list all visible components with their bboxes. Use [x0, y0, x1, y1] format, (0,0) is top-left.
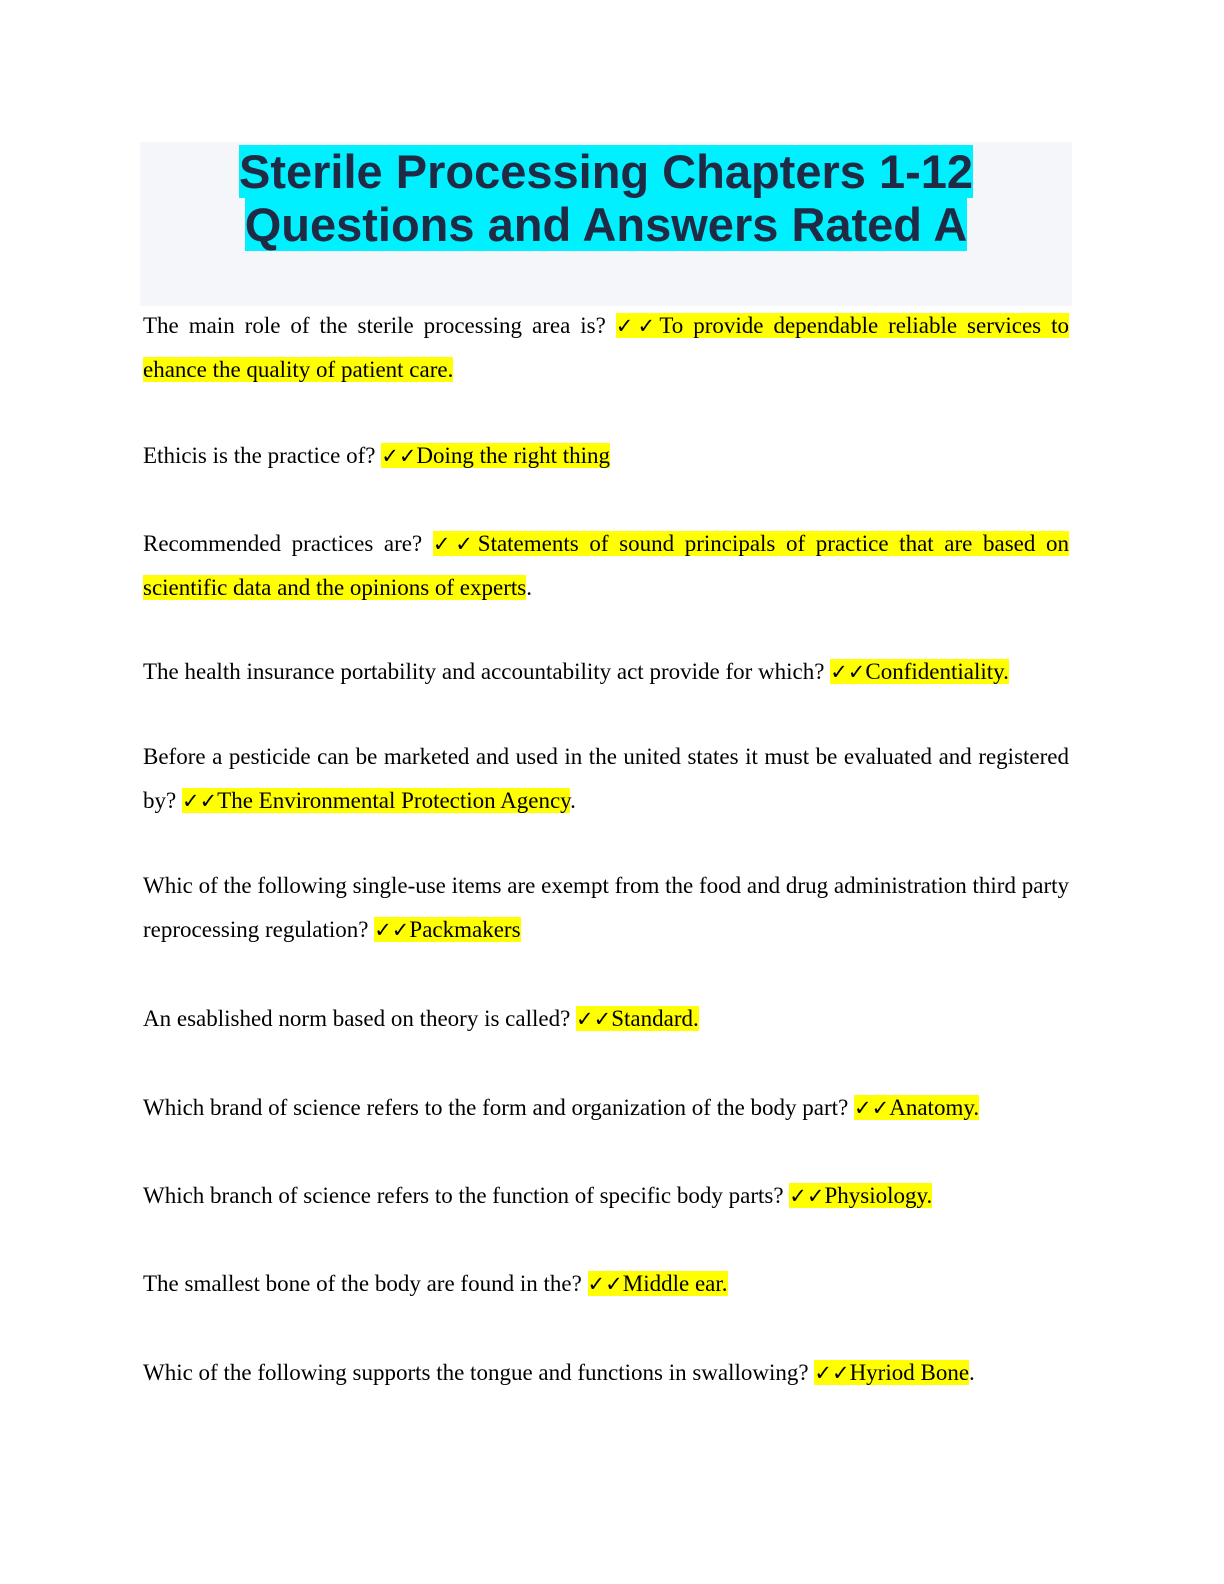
- question-text: Ethicis is the practice of?: [143, 443, 382, 468]
- answer-highlight: [854, 1095, 979, 1120]
- answer-text: Statements of sound principals of practice that are based on scientific data and the opinions of experts: [143, 531, 1069, 600]
- answer-text: Middle ear.: [622, 1271, 728, 1296]
- question-text: Whic of the following single-use items are exempt from the food and drug administration third party reprocessing regulation?: [143, 873, 1069, 942]
- question-text: Recommended practices are?: [143, 531, 433, 556]
- answer-highlight: [814, 1360, 969, 1385]
- question-text: Before a pesticide can be marketed and used in the united states it must be evaluated and registered by?: [143, 744, 1069, 813]
- double-check-icon: ✓✓: [181, 789, 218, 813]
- qa-item: [143, 997, 1069, 1041]
- question-text: Which brand of science refers to the form and organization of the body part?: [143, 1095, 855, 1120]
- qa-item: [143, 650, 1069, 694]
- qa-item: [143, 1086, 1069, 1130]
- double-check-icon: ✓✓: [374, 918, 410, 942]
- double-check-icon: ✓✓: [576, 1007, 612, 1031]
- answer-text: Anatomy.: [889, 1095, 980, 1120]
- question-text: Whic of the following supports the tongue and functions in swallowing?: [143, 1360, 815, 1385]
- qa-item: [143, 522, 1069, 610]
- double-check-icon: ✓✓: [814, 1361, 850, 1385]
- qa-item: [143, 1174, 1069, 1218]
- answer-text: Physiology.: [824, 1183, 933, 1208]
- answer-highlight: [789, 1183, 932, 1208]
- answer-highlight: [182, 788, 570, 813]
- answer-highlight: [830, 659, 1009, 684]
- qa-item: [143, 1351, 1069, 1395]
- answer-highlight: [588, 1271, 728, 1296]
- answer-text: Hyriod Bone: [849, 1360, 970, 1385]
- answer-text: Confidentiality.: [865, 659, 1009, 684]
- answer-text: Doing the right thing: [416, 443, 610, 468]
- double-check-icon: ✓✓: [854, 1096, 890, 1120]
- double-check-icon: ✓✓: [830, 660, 866, 684]
- answer-text: The Environmental Protection Agency: [217, 788, 571, 813]
- double-check-icon: ✓✓: [381, 444, 417, 468]
- trailing-text: .: [570, 788, 576, 813]
- trailing-text: .: [969, 1360, 975, 1385]
- title-line-2: Questions and Answers Rated A: [244, 198, 968, 251]
- answer-text: Packmakers: [409, 917, 521, 942]
- qa-item: [143, 434, 1069, 478]
- document-title: [140, 142, 1072, 251]
- question-text: An esablished norm based on theory is called?: [143, 1006, 577, 1031]
- title-line-1: Sterile Processing Chapters 1-12: [238, 145, 974, 198]
- answer-highlight: [374, 917, 520, 942]
- question-text: The smallest bone of the body are found in the?: [143, 1271, 588, 1296]
- answer-text: To provide dependable reliable services to ehance the quality of patient care.: [143, 313, 1069, 382]
- qa-item: [143, 864, 1069, 952]
- qa-item: [143, 735, 1069, 823]
- qa-item: [143, 304, 1069, 392]
- double-check-icon: ✓✓: [587, 1272, 623, 1296]
- answer-highlight: [381, 443, 610, 468]
- title-block: [140, 142, 1072, 306]
- double-check-icon: ✓✓: [432, 532, 478, 556]
- trailing-text: .: [526, 575, 532, 600]
- question-text: The main role of the sterile processing area is?: [143, 313, 616, 338]
- answer-highlight: [576, 1006, 699, 1031]
- answer-text: Standard.: [611, 1006, 699, 1031]
- question-text: The health insurance portability and accountability act provide for which?: [143, 659, 831, 684]
- double-check-icon: ✓✓: [789, 1184, 825, 1208]
- qa-item: [143, 1262, 1069, 1306]
- question-text: Which branch of science refers to the function of specific body parts?: [143, 1183, 790, 1208]
- double-check-icon: ✓✓: [615, 314, 660, 338]
